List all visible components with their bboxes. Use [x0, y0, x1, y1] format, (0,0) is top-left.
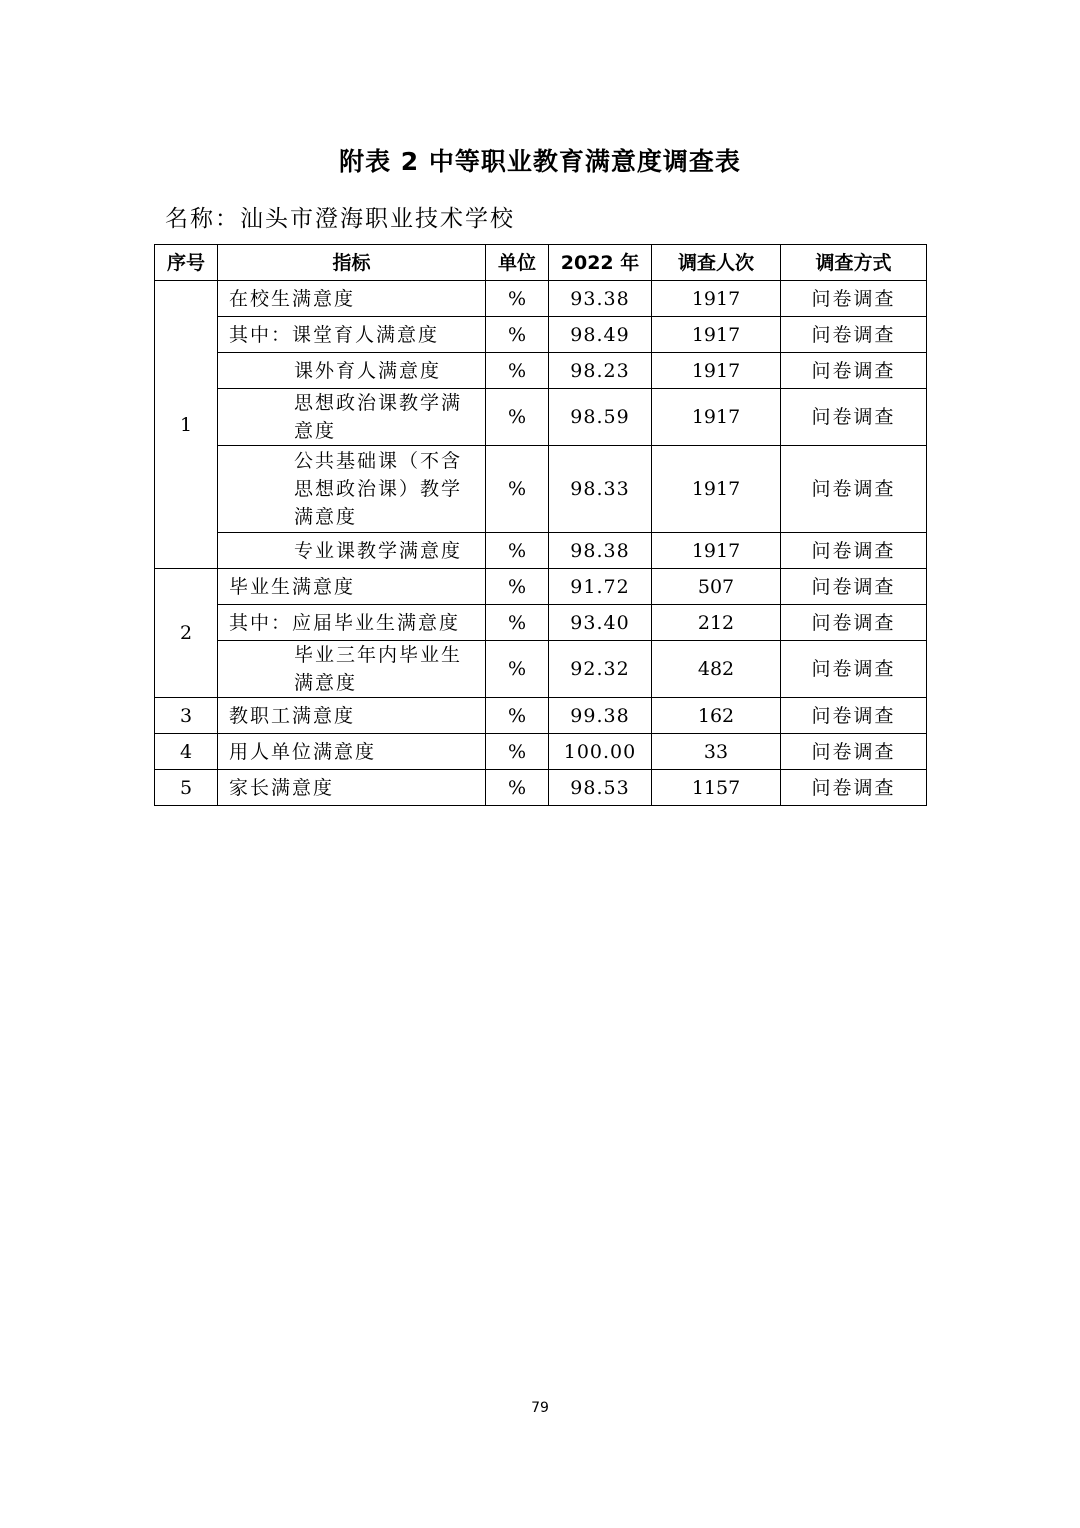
count-cell: 1157	[652, 770, 781, 806]
indicator-cell: 在校生满意度	[218, 281, 486, 317]
count-cell: 507	[652, 569, 781, 605]
school-name: 名称：汕头市澄海职业技术学校	[165, 206, 515, 232]
value-cell: 93.38	[549, 281, 652, 317]
value-cell: 98.53	[549, 770, 652, 806]
header-count: 调查人次	[652, 245, 781, 281]
value-cell: 92.32	[549, 641, 652, 698]
seq-cell: 4	[155, 734, 218, 770]
indicator-cell: 毕业三年内毕业生满意度	[218, 641, 486, 698]
table-row	[155, 698, 927, 734]
seq-cell: 5	[155, 770, 218, 806]
method-cell: 问卷调查	[781, 389, 927, 446]
table-header-row	[155, 245, 927, 281]
page-number: 79	[531, 1400, 549, 1416]
method-cell: 问卷调查	[781, 569, 927, 605]
table-row	[155, 641, 927, 698]
count-cell: 162	[652, 698, 781, 734]
method-cell: 问卷调查	[781, 317, 927, 353]
method-cell: 问卷调查	[781, 353, 927, 389]
table-row	[155, 569, 927, 605]
header-unit: 单位	[486, 245, 549, 281]
unit-cell: %	[486, 734, 549, 770]
seq-cell: 2	[155, 569, 218, 698]
count-cell: 1917	[652, 353, 781, 389]
method-cell: 问卷调查	[781, 533, 927, 569]
table-row	[155, 389, 927, 446]
indicator-cell: 其中：应届毕业生满意度	[218, 605, 486, 641]
indicator-cell: 毕业生满意度	[218, 569, 486, 605]
unit-cell: %	[486, 698, 549, 734]
page-title: 附表 2 中等职业教育满意度调查表	[339, 147, 741, 176]
table-row	[155, 317, 927, 353]
value-cell: 91.72	[549, 569, 652, 605]
table-row	[155, 281, 927, 317]
header-method: 调查方式	[781, 245, 927, 281]
value-cell: 98.49	[549, 317, 652, 353]
value-cell: 98.33	[549, 446, 652, 533]
unit-cell: %	[486, 641, 549, 698]
table-row	[155, 770, 927, 806]
count-cell: 1917	[652, 317, 781, 353]
count-cell: 212	[652, 605, 781, 641]
table-row	[155, 533, 927, 569]
count-cell: 482	[652, 641, 781, 698]
unit-cell: %	[486, 569, 549, 605]
table-row	[155, 446, 927, 533]
count-cell: 33	[652, 734, 781, 770]
unit-cell: %	[486, 317, 549, 353]
value-cell: 98.38	[549, 533, 652, 569]
header-indicator: 指标	[218, 245, 486, 281]
table-row	[155, 605, 927, 641]
indicator-cell: 家长满意度	[218, 770, 486, 806]
indicator-cell: 公共基础课（不含思想政治课）教学满意度	[218, 446, 486, 533]
unit-cell: %	[486, 605, 549, 641]
method-cell: 问卷调查	[781, 770, 927, 806]
indicator-cell: 用人单位满意度	[218, 734, 486, 770]
method-cell: 问卷调查	[781, 698, 927, 734]
indicator-cell: 课外育人满意度	[218, 353, 486, 389]
unit-cell: %	[486, 533, 549, 569]
method-cell: 问卷调查	[781, 641, 927, 698]
unit-cell: %	[486, 446, 549, 533]
table-row	[155, 734, 927, 770]
value-cell: 99.38	[549, 698, 652, 734]
indicator-cell: 教职工满意度	[218, 698, 486, 734]
header-year: 2022 年	[549, 245, 652, 281]
indicator-cell: 思想政治课教学满意度	[218, 389, 486, 446]
method-cell: 问卷调查	[781, 605, 927, 641]
count-cell: 1917	[652, 446, 781, 533]
table-row	[155, 353, 927, 389]
seq-cell: 1	[155, 281, 218, 569]
indicator-cell: 其中：课堂育人满意度	[218, 317, 486, 353]
count-cell: 1917	[652, 281, 781, 317]
value-cell: 98.59	[549, 389, 652, 446]
unit-cell: %	[486, 353, 549, 389]
value-cell: 100.00	[549, 734, 652, 770]
unit-cell: %	[486, 389, 549, 446]
header-seq: 序号	[155, 245, 218, 281]
indicator-cell: 专业课教学满意度	[218, 533, 486, 569]
method-cell: 问卷调查	[781, 734, 927, 770]
unit-cell: %	[486, 281, 549, 317]
seq-cell: 3	[155, 698, 218, 734]
value-cell: 98.23	[549, 353, 652, 389]
count-cell: 1917	[652, 389, 781, 446]
unit-cell: %	[486, 770, 549, 806]
satisfaction-survey-table	[154, 244, 927, 806]
count-cell: 1917	[652, 533, 781, 569]
value-cell: 93.40	[549, 605, 652, 641]
method-cell: 问卷调查	[781, 446, 927, 533]
method-cell: 问卷调查	[781, 281, 927, 317]
